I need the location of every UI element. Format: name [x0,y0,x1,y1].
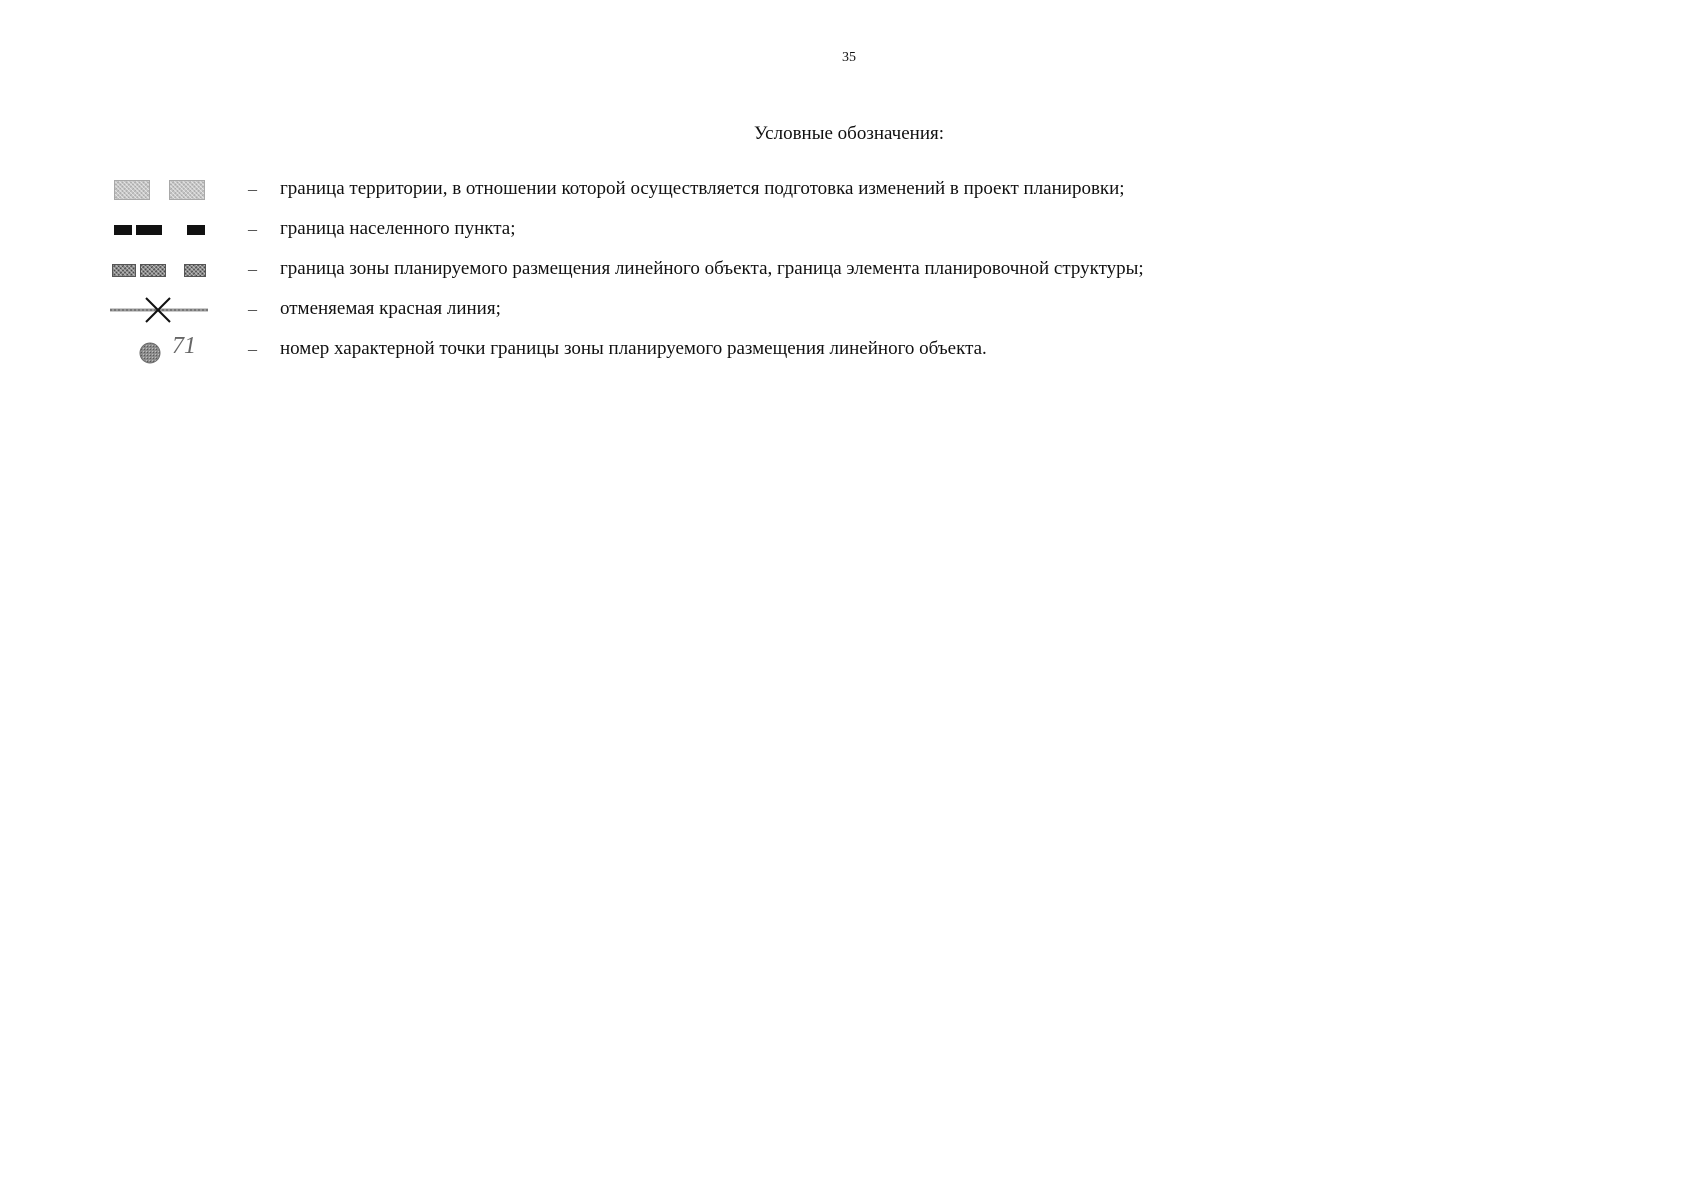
legend-item-text: граница территории, в отношении которой осуществляется подготовка изменений в проект планировки; [280,178,1125,199]
point-circle-icon [138,337,168,367]
legend-item-text: номер характерной точки границы зоны планируемого размещения линейного объекта. [280,338,987,359]
legend-item-text: граница зоны планируемого размещения линейного объекта, граница элемента планировочной структуры; [280,258,1144,279]
legend-item [0,255,1698,285]
legend-separator: – [248,179,257,199]
legend-item [0,215,1698,245]
legend-item [0,335,1698,365]
legend-separator: – [248,339,257,359]
legend-title: Условные обозначения: [753,123,945,144]
legend-separator: – [248,259,257,279]
legend-item [0,295,1698,325]
numbered-point-icon [108,335,212,365]
page-number: 35 [842,50,856,65]
point-number-label: 71 [172,333,196,359]
black-dashed-boundary-icon [108,215,212,245]
dark-hatched-boundary-icon [108,255,212,285]
crossed-line-svg [108,295,212,325]
legend-item-text: граница населенного пункта; [280,218,516,239]
gray-hatched-boundary-icon [108,175,212,205]
crossed-red-line-icon [108,295,212,325]
legend-item-text: отменяемая красная линия; [280,298,501,319]
legend-separator: – [248,219,257,239]
legend-item [0,175,1698,205]
legend-separator: – [248,299,257,319]
